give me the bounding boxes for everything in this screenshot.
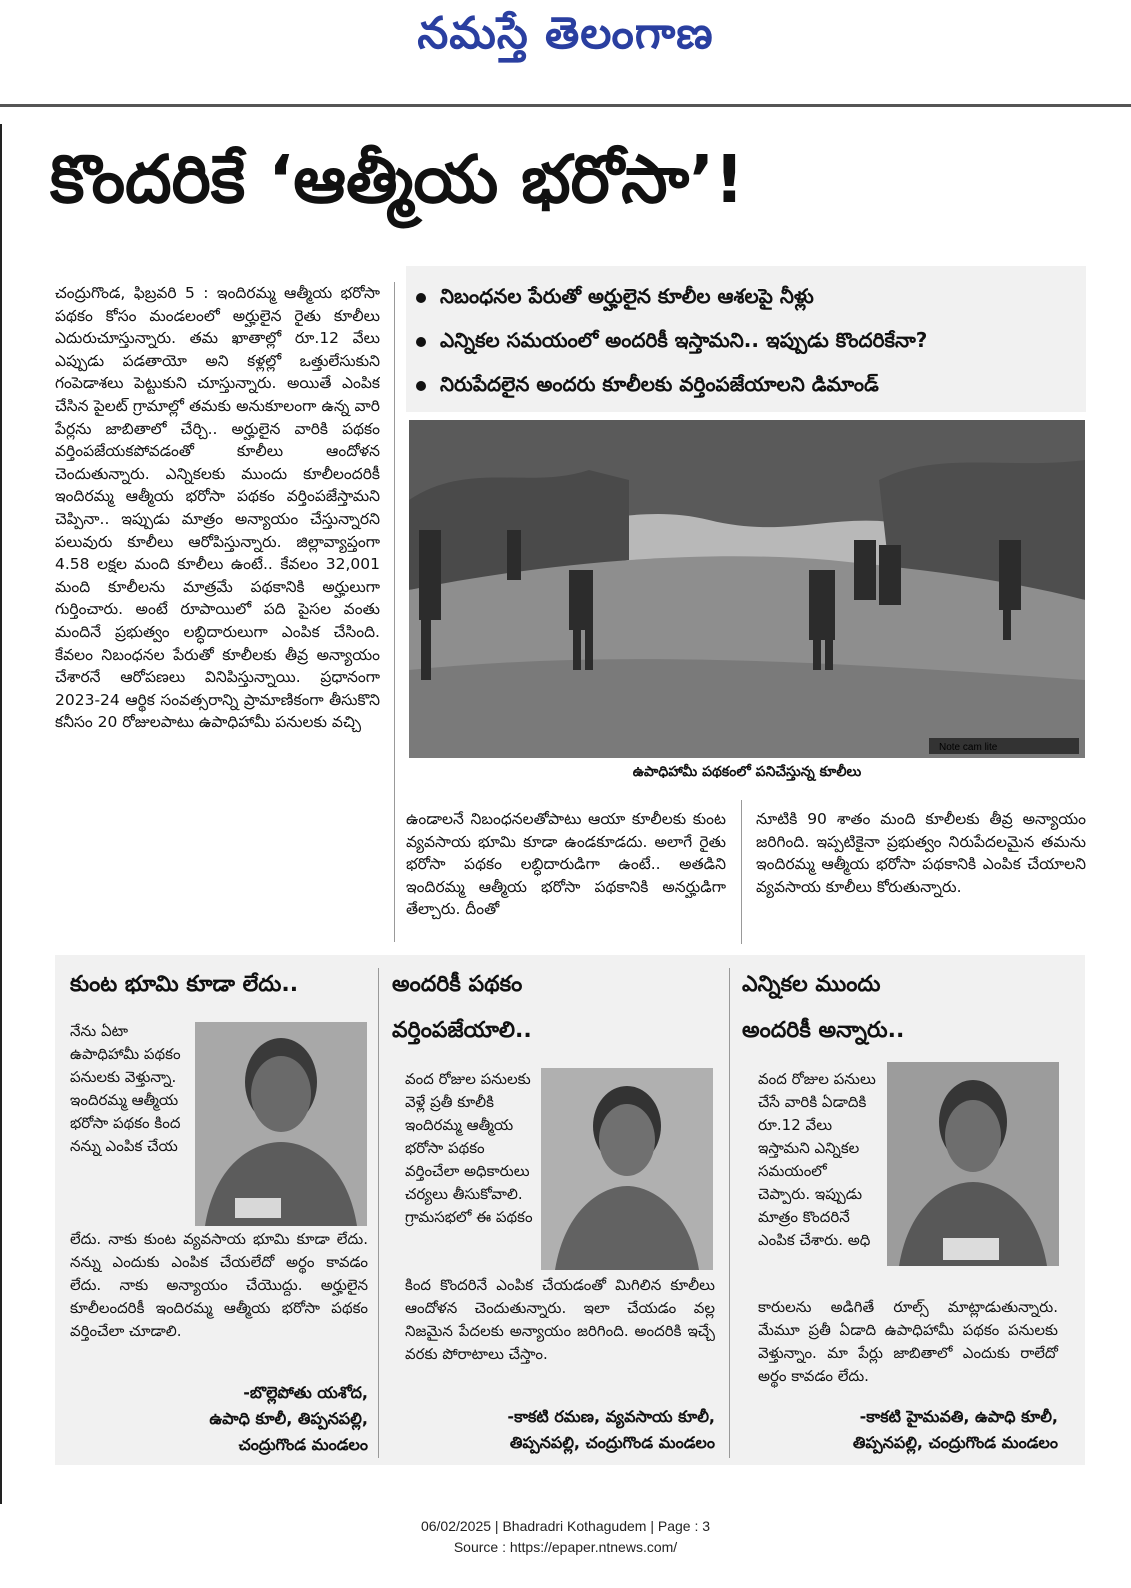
bullet-icon bbox=[416, 381, 426, 391]
footer-date-line: 06/02/2025 | Bhadradri Kothagudem | Page : 3 bbox=[420, 1518, 711, 1534]
headline: కొందరికే ‘ఆత్మీయ భరోసా’! bbox=[50, 141, 745, 218]
quote-2-signature: -కాకటి రమణ, వ్యవసాయ కూలీ, తిప్పనపల్లి, చంద్రుగొండ మండలం bbox=[507, 1407, 715, 1452]
column-rule bbox=[741, 800, 742, 944]
quote-3-portrait bbox=[887, 1062, 1059, 1266]
masthead-logo: నమస్తే తెలంగాణ bbox=[417, 8, 714, 59]
footer-source-link[interactable]: Source : https://epaper.ntnews.com/ bbox=[453, 1539, 678, 1555]
news-photo bbox=[409, 420, 1085, 758]
highlight-item: ఎన్నికల సమయంలో అందరికీ ఇస్తామని.. ఇప్పుడు కొందరికేనా? bbox=[416, 318, 1076, 362]
quote-1-portrait bbox=[195, 1022, 367, 1226]
highlights-box bbox=[406, 266, 1086, 412]
article-column-2: ఉండాలనే నిబంధనలతోపాటు ఆయా కూలీలకు కుంట వ్యవసాయ భూమి కూడా ఉండకూడదు. అలాగే రైతు భరోసా పథకం లబ్ధిదారుడిగా ఉంటే.. అతడిని ఇందిరమ్మ ఆత్మీయ భరోసా పథకానికి అనర్హుడిగా తేల్చారు. దీంతో bbox=[406, 810, 726, 919]
quote-2-title: అందరికీ పథకం వర్తింపజేయాలి.. bbox=[392, 972, 532, 1043]
quote-2-text: కింద కొందరినే ఎంపిక చేయడంతో మిగిలిన కూలీలు ఆందోళన చెందుతున్నారు. ఇలా చేయడం వల్ల నిజమైన పేదలకు అన్యాయం జరిగింది. అందరికి ఇచ్చే వరకు పోరాటాలు చేస్తాం. bbox=[405, 1276, 715, 1363]
quote-1-side-text: నేను ఏటా ఉపాధిహామీ పథకం పనులకు వెళ్తున్నా. ఇందిరమ్మ ఆత్మీయ భరోసా పథకం కింద నన్ను ఎంపిక చేయ bbox=[70, 1022, 181, 1155]
quote-1-signature: -బొల్లెపోతు యశోద, ఉపాధి కూలీ, తిప్పనపల్లి, చంద్రుగొండ మండలం bbox=[209, 1383, 368, 1454]
column-border bbox=[0, 124, 2, 1504]
article-column-1: చంద్రుగొండ, ఫిబ్రవరి 5 : ఇందిరమ్మ ఆత్మీయ భరోసా పథకం కోసం మండలంలో అర్హులైన రైతు కూలీలు ఎదురుచూస్తున్నారు. తమ ఖాతాల్లో రూ.12 వేలు ఎప్పుడు పడతాయో అని కళ్లల్లో ఒత్తులేసుకుని గంపెడాశలు పెట్టుకుని చూస్తున్నారు. అయితే ఎంపిక చేసిన పైలట్ గ్రామాల్లో తమకు అనుకూలంగా ఉన్న వారి పేర్లను జాబితాలో చేర్చి.. అర్హులైన వారికి పథకం వర్తింపజేయకపోవడంతో కూలీలు ఆందోళన చెందుతున్నారు. ఎన్నికలకు ముందు కూలీలందరికీ ఇందిరమ్మ ఆత్మీయ భరోసా పథకం వర్తింపజేస్తామని చెప్పినా.. ఇప్పుడు మాత్రం అన్యాయం చేస్తున్నారని పలువురు కూలీలు ఆరోపిస్తున్నారు. జిల్లావ్యాప్తంగా 4.58 లక్షల మంది కూలీలు ఉంటే.. కేవలం 32,001 మంది కూలీలను మాత్రమే పథకానికి అర్హులుగా గుర్తించారు. అంటే రూపాయిలో పది పైసల వంతు మందినే ప్రభుత్వం లబ్ధిదారులుగా ఎంపిక చేసింది. కేవలం నిబంధనల పేరుతో కూలీలకు తీవ్ర అన్యాయం చేశారనే ఆరోపణలు వినిపిస్తున్నాయి. ప్రధానంగా 2023-24 ఆర్థిక సంవత్సరాన్ని ప్రామాణికంగా తీసుకొని కనీసం 20 రోజులపాటు ఉపాధిహామీ పనులకు వచ్చి bbox=[55, 284, 380, 732]
quote-3-signature: -కాకటి హైమవతి, ఉపాధి కూలీ, తిప్పనపల్లి, చంద్రుగొండ మండలం bbox=[852, 1407, 1058, 1452]
quote-1-text: లేదు. నాకు కుంట వ్యవసాయ భూమి కూడా లేదు. నన్ను ఎందుకు ఎంపిక చేయలేదో అర్థం కావడం లేదు. నాకు అన్యాయం చేయొద్దు. అర్హులైన కూలీలందరికీ ఇందిరమ్మ ఆత్మీయ భరోసా పథకం వర్తించేలా చూడాలి. bbox=[70, 1230, 368, 1340]
quote-3-title: ఎన్నికల ముందు అందరికీ అన్నారు.. bbox=[742, 972, 905, 1043]
photo-watermark: Note cam lite bbox=[939, 742, 998, 753]
column-rule bbox=[378, 968, 379, 1458]
bullet-icon bbox=[416, 293, 426, 303]
article-column-3: నూటికి 90 శాతం మంది కూలీలకు తీవ్ర అన్యాయం జరిగింది. ఇప్పటికైనా ప్రభుత్వం నిరుపేదలమైన తమను ఇందిరమ్మ ఆత్మీయ భరోసా పథకానికి ఎంపిక చేయాలని వ్యవసాయ కూలీలు కోరుతున్నారు. bbox=[756, 810, 1086, 896]
quote-1-title: కుంట భూమి కూడా లేదు.. bbox=[70, 972, 299, 997]
quote-2-side-text: వంద రోజుల పనులకు వెళ్లే ప్రతీ కూలీకి ఇందిరమ్మ ఆత్మీయ భరోసా పథకం వర్తించేలా అధికారులు చర్యలు తీసుకోవాలి. గ్రామసభలో ఈ పథకం bbox=[405, 1070, 533, 1226]
photo-caption: ఉపాధిహామీ పథకంలో పనిచేస్తున్న కూలీలు bbox=[632, 764, 862, 780]
highlight-item: నిబంధనల పేరుతో అర్హులైన కూలీల ఆశలపై నీళ్లు bbox=[416, 274, 1076, 318]
page-footer bbox=[0, 1516, 1131, 1558]
column-rule bbox=[729, 968, 730, 1458]
quote-3-text: కారులను అడిగితే రూల్స్ మాట్లాడుతున్నారు. మేమూ ప్రతీ ఏడాది ఉపాధిహామీ పథకం పనులకు వెళ్తున్నాం. మా పేర్లు జాబితాలో ఎందుకు రాలేదో అర్థం కావడం లేదు. bbox=[758, 1298, 1058, 1385]
quote-3-side-text: వంద రోజుల పనులు చేసే వారికి ఏడాదికి రూ.12 వేలు ఇస్తామని ఎన్నికల సమయంలో చెప్పారు. ఇప్పుడు మాత్రం కొందరినే ఎంపిక చేశారు. అధి bbox=[758, 1070, 876, 1249]
column-rule bbox=[394, 282, 395, 942]
bullet-icon bbox=[416, 337, 426, 347]
highlight-item: నిరుపేదలైన అందరు కూలీలకు వర్తింపజేయాలని డిమాండ్ bbox=[416, 362, 1076, 406]
masthead-rule bbox=[0, 104, 1131, 107]
quote-2-portrait bbox=[541, 1068, 713, 1270]
